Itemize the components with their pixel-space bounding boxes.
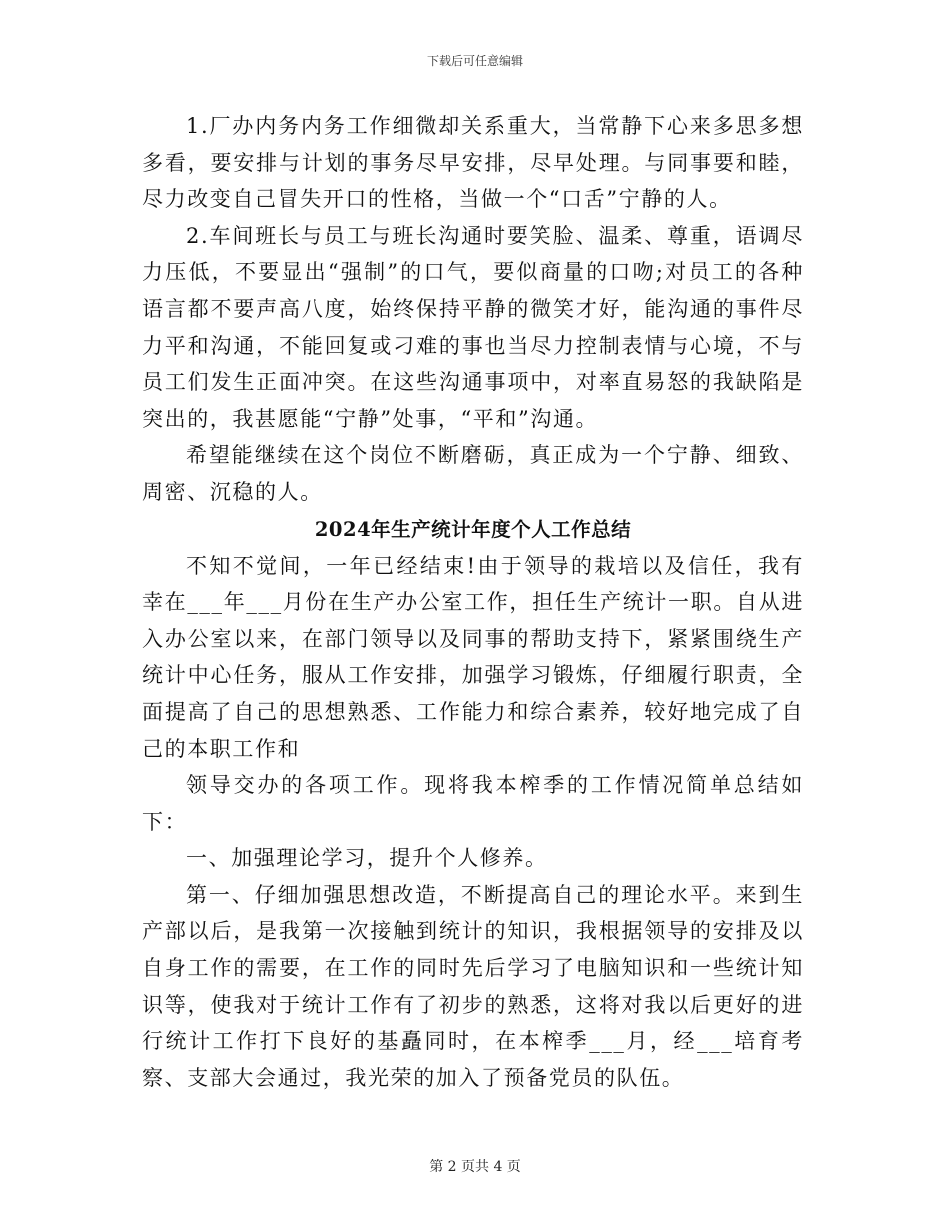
paragraph-workshop-leader: 2.车间班长与员工与班长沟通时要笑脸、温柔、尊重，语调尽力压低，不要显出“强制”的口气，要似商量的口吻;对员工的各种语言都不要声高八度，始终保持平静的微笑才好，能沟通的事件尽力平和沟通，不能回复或刁难的事也当尽力控制表情与心境，不与员工们发生正面冲突。在这些沟通事项中，对率直易怒的我缺陷是突出的，我甚愿能“宁静”处事，“平和”沟通。: [142, 223, 804, 431]
paragraph-section-one-title: 一、加强理论学习，提升个人修养。: [186, 846, 548, 871]
paragraph-hope: 希望能继续在这个岗位不断磨砺，真正成为一个宁静、细致、周密、沉稳的人。: [142, 443, 804, 504]
document-body: [142, 108, 804, 1096]
section-title: 2024年生产统计年度个人工作总结: [314, 517, 632, 541]
page-footer: 第 2 页共 4 页: [429, 1159, 521, 1175]
paragraph-summary-lead: 领导交办的各项工作。现将我本榨季的工作情况简单总结如下：: [142, 773, 804, 834]
paragraph-intro: 不知不觉间，一年已经结束!由于领导的栽培以及信任，我有幸在___年___月份在生产办公室工作，担任生产统计一职。自从进入办公室以来，在部门领导以及同事的帮助支持下，紧紧围绕生产统计中心任务，服从工作安排，加强学习锻炼，仔细履行职责，全面提高了自己的思想熟悉、工作能力和综合素养，较好地完成了自己的本职工作和: [142, 553, 804, 761]
paragraph-section-one-first: 第一、仔细加强思想改造，不断提高自己的理论水平。来到生产部以后，是我第一次接触到统计的知识，我根据领导的安排及以自身工作的需要，在工作的同时先后学习了电脑知识和一些统计知识等，使我对于统计工作有了初步的熟悉，这将对我以后更好的进行统计工作打下良好的基矗同时，在本榨季___月，经___培育考察、支部大会通过，我光荣的加入了预备党员的队伍。: [142, 882, 804, 1090]
paragraph-workshop-office: 1.厂办内务内务工作细微却关系重大，当常静下心来多思多想多看，要安排与计划的事务尽早安排，尽早处理。与同事要和睦，尽力改变自己冒失开口的性格，当做一个“口舌”宁静的人。: [142, 114, 804, 212]
page-header: 下载后可任意编辑: [426, 54, 523, 68]
